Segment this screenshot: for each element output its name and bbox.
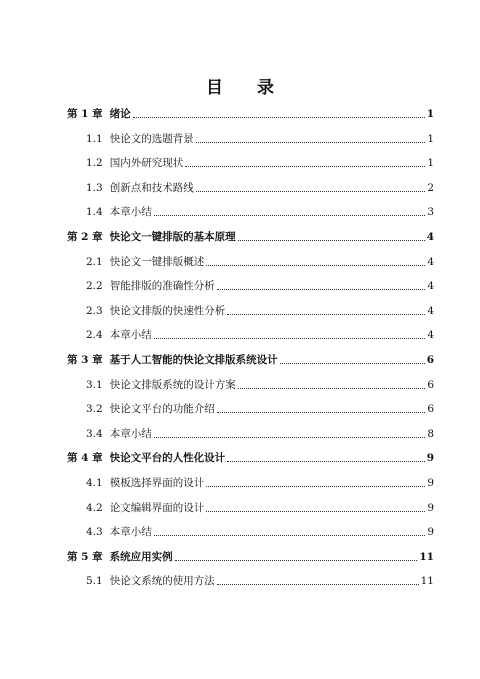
toc-dot-leader: [154, 535, 426, 536]
toc-page-number: 1: [427, 157, 434, 170]
toc-entry-number: 3.2: [86, 403, 103, 416]
toc-entry-title: 国内外研究现状: [109, 157, 184, 170]
toc-entry-title: 本章小结: [109, 329, 152, 342]
toc-dot-leader: [206, 511, 425, 512]
toc-dot-leader: [217, 289, 426, 290]
toc-page-number: 4: [427, 280, 434, 293]
toc-page-number: 4: [427, 304, 434, 317]
toc-chapter-entry[interactable]: [67, 103, 434, 121]
toc-dot-leader: [133, 117, 425, 118]
toc-entry-title: 论文编辑界面的设计: [109, 501, 205, 514]
toc-section-entry[interactable]: [86, 152, 434, 170]
toc-section-entry[interactable]: [86, 374, 434, 392]
toc-entry-title: 快论文一键排版的基本原理: [109, 231, 236, 243]
toc-entry-number: 2.4: [86, 329, 103, 342]
toc-entry-title: 本章小结: [109, 526, 152, 539]
toc-entry-title: 快论文系统的使用方法: [109, 575, 215, 588]
toc-section-entry[interactable]: [86, 497, 434, 515]
toc-entry-title: 快论文排版的快速性分析: [109, 304, 226, 317]
toc-page-number: 4: [426, 231, 434, 243]
toc-dot-leader: [196, 191, 426, 192]
toc-entry-number: 1.2: [86, 157, 103, 170]
toc-page-number: 9: [427, 526, 434, 539]
toc-section-entry[interactable]: [86, 251, 434, 269]
toc-page-number: 9: [426, 452, 434, 465]
toc-entry-title: 智能排版的准确性分析: [109, 280, 215, 293]
toc-dot-leader: [238, 388, 426, 389]
toc-entry-number: 2.2: [86, 280, 103, 293]
toc-entry-title: 本章小结: [109, 427, 152, 440]
toc-chapter-entry[interactable]: [67, 349, 434, 367]
toc-section-entry[interactable]: [86, 398, 434, 416]
toc-entry-number: 3.1: [86, 378, 103, 391]
toc-entry-title: 创新点和技术路线: [109, 181, 194, 194]
toc-dot-leader: [217, 584, 419, 585]
toc-dot-leader: [154, 437, 426, 438]
toc-entry-title: 快论文的选题背景: [109, 132, 194, 145]
toc-chapter-entry[interactable]: [67, 226, 434, 244]
toc-dot-leader: [227, 461, 425, 462]
toc-section-entry[interactable]: [86, 521, 434, 539]
toc-page-number: 1: [427, 132, 434, 145]
toc-page-number: 11: [420, 575, 434, 588]
page-title: 目 录: [206, 78, 288, 98]
toc-section-entry[interactable]: [86, 324, 434, 342]
toc-page-number: 4: [427, 255, 434, 268]
toc-dot-leader: [280, 363, 425, 364]
toc-section-entry[interactable]: [86, 300, 434, 318]
toc-entry-number: 第 3 章: [67, 354, 103, 366]
toc-entry-number: 4.3: [86, 526, 103, 539]
toc-page-number: 6: [427, 403, 434, 416]
toc-entry-number: 3.4: [86, 427, 103, 440]
toc-chapter-entry[interactable]: [67, 546, 434, 564]
toc-page-number: 4: [427, 329, 434, 342]
toc-entry-number: 1.3: [86, 181, 103, 194]
toc-entry-number: 第 4 章: [67, 452, 103, 465]
toc-dot-leader: [154, 215, 426, 216]
toc-entry-number: 1.4: [86, 206, 103, 219]
toc-entry-number: 2.1: [86, 255, 103, 268]
toc-page-number: 3: [427, 206, 434, 219]
toc-dot-leader: [206, 265, 425, 266]
toc-page-number: 6: [427, 378, 434, 391]
toc-page-number: 9: [427, 477, 434, 489]
toc-entry-number: 5.1: [86, 575, 103, 588]
toc-entry-number: 4.2: [86, 501, 103, 514]
toc-entry-title: 系统应用实例: [109, 550, 173, 563]
toc-dot-leader: [185, 166, 425, 167]
toc-section-entry[interactable]: [86, 128, 434, 146]
toc-page-number: 1: [426, 108, 434, 120]
toc-entry-title: 本章小结: [109, 206, 152, 219]
toc-entry-title: 模板选择界面的设计: [109, 477, 205, 489]
toc-entry-number: 第 5 章: [67, 550, 103, 563]
toc-dot-leader: [206, 486, 425, 487]
toc-entry-title: 基于人工智能的快论文排版系统设计: [109, 354, 278, 366]
toc-entry-number: 2.3: [86, 304, 103, 317]
toc-dot-leader: [175, 560, 418, 561]
toc-dot-leader: [238, 240, 425, 241]
toc-section-entry[interactable]: [86, 423, 434, 441]
toc-dot-leader: [196, 142, 426, 143]
toc-page-number: 8: [427, 427, 434, 440]
toc-entry-title: 快论文一键排版概述: [109, 255, 205, 268]
toc-section-entry[interactable]: [86, 570, 434, 588]
toc-dot-leader: [217, 412, 426, 413]
toc-section-entry[interactable]: [86, 472, 434, 490]
toc-entry-number: 第 1 章: [67, 108, 103, 120]
toc-dot-leader: [154, 338, 426, 339]
toc-page-number: 9: [427, 501, 434, 514]
toc-entry-title: 快论文排版系统的设计方案: [109, 378, 236, 391]
toc-entry-number: 4.1: [86, 477, 103, 489]
toc-entry-number: 1.1: [86, 132, 103, 145]
toc-section-entry[interactable]: [86, 201, 434, 219]
toc-page-number: 11: [419, 550, 434, 563]
toc-page-number: 2: [427, 181, 434, 194]
toc-entry-number: 第 2 章: [67, 231, 103, 243]
toc-entry-title: 快论文平台的人性化设计: [109, 452, 226, 465]
toc-section-entry[interactable]: [86, 275, 434, 293]
toc-chapter-entry[interactable]: [67, 447, 434, 465]
toc-section-entry[interactable]: [86, 177, 434, 195]
toc-entry-title: 绪论: [109, 108, 131, 120]
toc-dot-leader: [227, 314, 425, 315]
toc-entry-title: 快论文平台的功能介绍: [109, 403, 215, 416]
toc-page-number: 6: [426, 354, 434, 366]
